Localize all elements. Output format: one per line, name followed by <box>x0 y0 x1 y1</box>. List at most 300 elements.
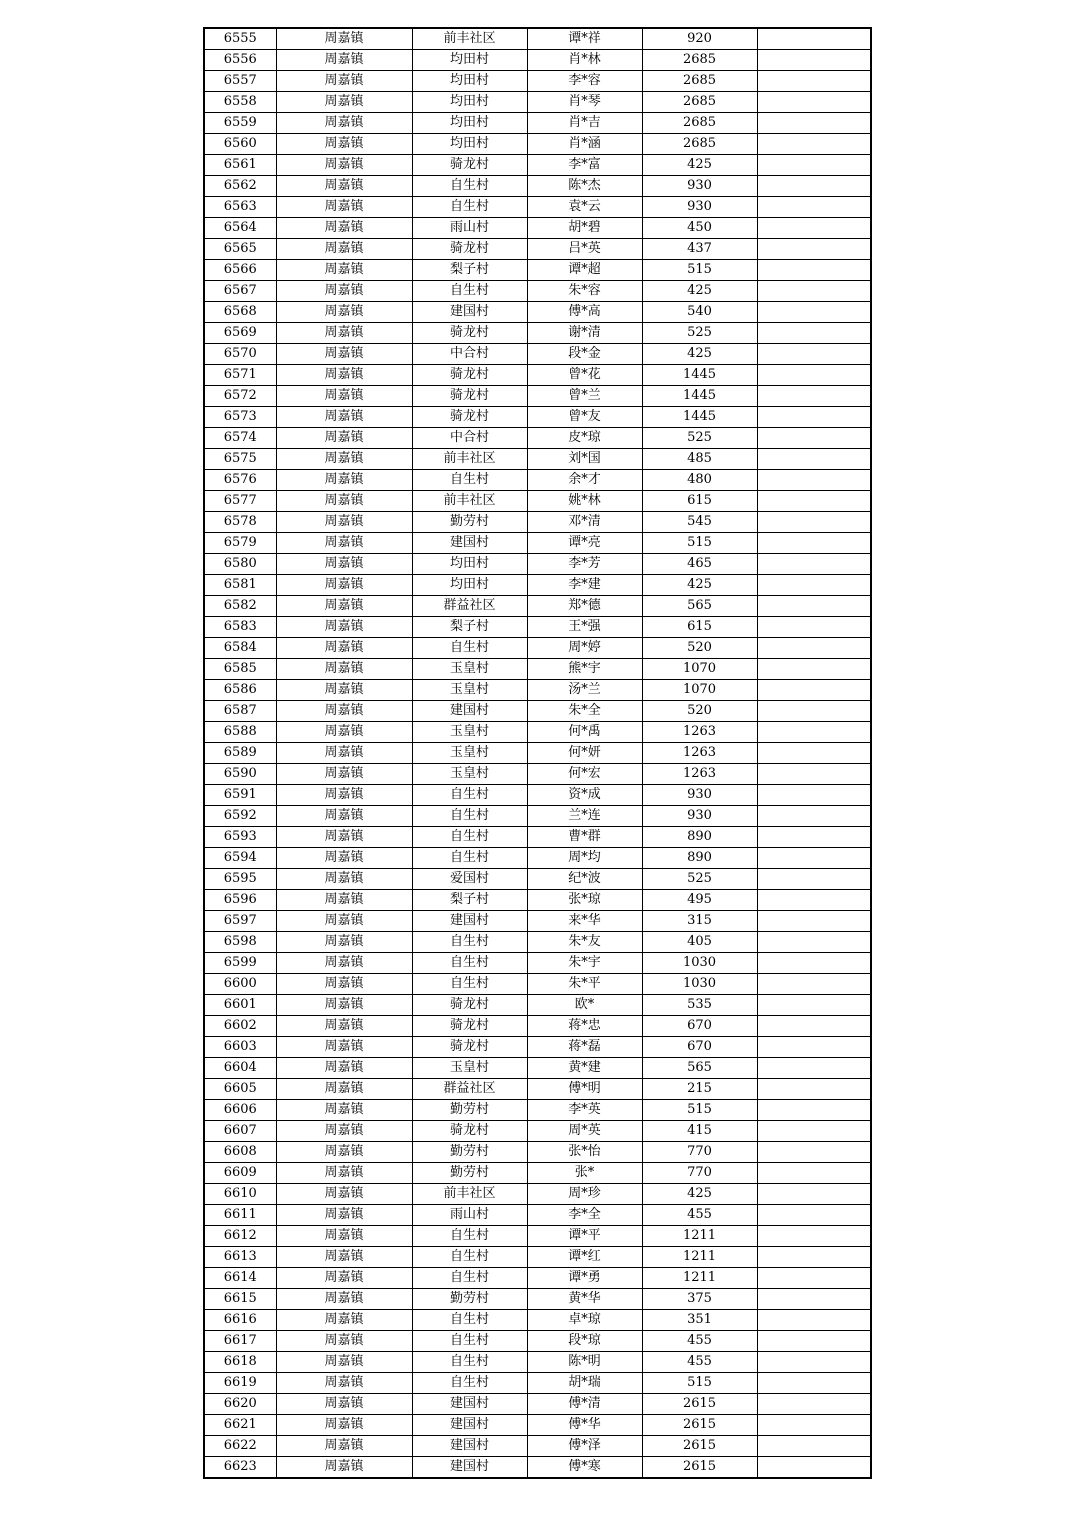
cell-name: 李*富 <box>527 155 642 176</box>
table-row <box>204 1352 871 1373</box>
cell-note <box>757 1205 871 1226</box>
table-row <box>204 470 871 491</box>
table-row <box>204 428 871 449</box>
cell-village: 梨子村 <box>412 617 527 638</box>
table-row <box>204 974 871 995</box>
cell-serial-number: 6590 <box>204 764 276 785</box>
table-row <box>204 1100 871 1121</box>
cell-note <box>757 1415 871 1436</box>
cell-village: 勤劳村 <box>412 512 527 533</box>
table-row <box>204 1289 871 1310</box>
cell-town: 周嘉镇 <box>276 743 412 764</box>
cell-village: 自生村 <box>412 932 527 953</box>
table-row <box>204 302 871 323</box>
cell-village: 建国村 <box>412 1436 527 1457</box>
cell-serial-number: 6562 <box>204 176 276 197</box>
cell-amount: 930 <box>642 197 757 218</box>
table-row <box>204 1163 871 1184</box>
table-row <box>204 1247 871 1268</box>
cell-note <box>757 50 871 71</box>
table-row <box>204 260 871 281</box>
cell-town: 周嘉镇 <box>276 554 412 575</box>
cell-town: 周嘉镇 <box>276 1163 412 1184</box>
table-row <box>204 617 871 638</box>
cell-name: 朱*宇 <box>527 953 642 974</box>
table-row <box>204 890 871 911</box>
table-row <box>204 113 871 134</box>
cell-serial-number: 6617 <box>204 1331 276 1352</box>
table-row <box>204 1184 871 1205</box>
cell-amount: 525 <box>642 323 757 344</box>
cell-village: 群益社区 <box>412 596 527 617</box>
cell-village: 均田村 <box>412 50 527 71</box>
table-row <box>204 533 871 554</box>
cell-town: 周嘉镇 <box>276 1436 412 1457</box>
cell-name: 胡*瑞 <box>527 1373 642 1394</box>
cell-village: 自生村 <box>412 470 527 491</box>
cell-serial-number: 6588 <box>204 722 276 743</box>
cell-serial-number: 6600 <box>204 974 276 995</box>
records-table-body <box>204 28 871 1478</box>
cell-serial-number: 6594 <box>204 848 276 869</box>
cell-name: 黄*华 <box>527 1289 642 1310</box>
cell-note <box>757 911 871 932</box>
cell-town: 周嘉镇 <box>276 1058 412 1079</box>
table-row <box>204 953 871 974</box>
table-row <box>204 1373 871 1394</box>
cell-amount: 520 <box>642 638 757 659</box>
table-row <box>204 1436 871 1457</box>
cell-amount: 315 <box>642 911 757 932</box>
cell-serial-number: 6603 <box>204 1037 276 1058</box>
table-row <box>204 1268 871 1289</box>
cell-town: 周嘉镇 <box>276 890 412 911</box>
cell-serial-number: 6620 <box>204 1394 276 1415</box>
cell-town: 周嘉镇 <box>276 827 412 848</box>
cell-serial-number: 6575 <box>204 449 276 470</box>
cell-amount: 515 <box>642 1373 757 1394</box>
cell-name: 傅*高 <box>527 302 642 323</box>
cell-name: 肖*涵 <box>527 134 642 155</box>
cell-town: 周嘉镇 <box>276 1310 412 1331</box>
table-row <box>204 848 871 869</box>
cell-amount: 1211 <box>642 1226 757 1247</box>
cell-serial-number: 6612 <box>204 1226 276 1247</box>
table-row <box>204 1394 871 1415</box>
cell-note <box>757 785 871 806</box>
cell-amount: 425 <box>642 1184 757 1205</box>
cell-town: 周嘉镇 <box>276 638 412 659</box>
cell-town: 周嘉镇 <box>276 974 412 995</box>
cell-amount: 2685 <box>642 92 757 113</box>
cell-name: 李*全 <box>527 1205 642 1226</box>
cell-serial-number: 6589 <box>204 743 276 764</box>
cell-note <box>757 1163 871 1184</box>
cell-town: 周嘉镇 <box>276 701 412 722</box>
cell-village: 勤劳村 <box>412 1289 527 1310</box>
cell-note <box>757 974 871 995</box>
cell-village: 自生村 <box>412 1247 527 1268</box>
cell-village: 玉皇村 <box>412 722 527 743</box>
cell-village: 均田村 <box>412 554 527 575</box>
cell-village: 中合村 <box>412 344 527 365</box>
cell-village: 自生村 <box>412 785 527 806</box>
cell-note <box>757 596 871 617</box>
cell-name: 曹*群 <box>527 827 642 848</box>
cell-town: 周嘉镇 <box>276 848 412 869</box>
table-row <box>204 785 871 806</box>
cell-village: 均田村 <box>412 575 527 596</box>
cell-town: 周嘉镇 <box>276 260 412 281</box>
table-row <box>204 827 871 848</box>
cell-note <box>757 239 871 260</box>
cell-name: 郑*德 <box>527 596 642 617</box>
cell-note <box>757 932 871 953</box>
cell-serial-number: 6581 <box>204 575 276 596</box>
cell-village: 骑龙村 <box>412 239 527 260</box>
cell-amount: 2615 <box>642 1436 757 1457</box>
cell-note <box>757 575 871 596</box>
cell-name: 周*均 <box>527 848 642 869</box>
table-row <box>204 1226 871 1247</box>
cell-village: 骑龙村 <box>412 155 527 176</box>
cell-village: 前丰社区 <box>412 28 527 50</box>
cell-amount: 405 <box>642 932 757 953</box>
cell-amount: 930 <box>642 806 757 827</box>
cell-amount: 425 <box>642 281 757 302</box>
cell-serial-number: 6579 <box>204 533 276 554</box>
cell-name: 陈*明 <box>527 1352 642 1373</box>
cell-village: 雨山村 <box>412 1205 527 1226</box>
cell-name: 朱*平 <box>527 974 642 995</box>
cell-serial-number: 6595 <box>204 869 276 890</box>
cell-name: 周*婷 <box>527 638 642 659</box>
cell-note <box>757 449 871 470</box>
cell-town: 周嘉镇 <box>276 1079 412 1100</box>
cell-amount: 1211 <box>642 1247 757 1268</box>
cell-town: 周嘉镇 <box>276 281 412 302</box>
cell-note <box>757 281 871 302</box>
cell-amount: 670 <box>642 1016 757 1037</box>
cell-town: 周嘉镇 <box>276 953 412 974</box>
cell-amount: 1445 <box>642 407 757 428</box>
cell-name: 皮*琼 <box>527 428 642 449</box>
cell-village: 自生村 <box>412 1331 527 1352</box>
cell-name: 谢*清 <box>527 323 642 344</box>
cell-serial-number: 6558 <box>204 92 276 113</box>
cell-amount: 525 <box>642 869 757 890</box>
cell-amount: 2685 <box>642 113 757 134</box>
cell-serial-number: 6557 <box>204 71 276 92</box>
cell-serial-number: 6597 <box>204 911 276 932</box>
cell-name: 曾*花 <box>527 365 642 386</box>
cell-name: 张* <box>527 1163 642 1184</box>
cell-amount: 215 <box>642 1079 757 1100</box>
cell-amount: 455 <box>642 1205 757 1226</box>
cell-town: 周嘉镇 <box>276 449 412 470</box>
cell-name: 谭*勇 <box>527 1268 642 1289</box>
cell-note <box>757 827 871 848</box>
cell-village: 中合村 <box>412 428 527 449</box>
cell-name: 李*容 <box>527 71 642 92</box>
cell-name: 谭*亮 <box>527 533 642 554</box>
cell-note <box>757 1289 871 1310</box>
cell-village: 建国村 <box>412 701 527 722</box>
table-row <box>204 995 871 1016</box>
table-row <box>204 344 871 365</box>
cell-note <box>757 1310 871 1331</box>
cell-amount: 890 <box>642 848 757 869</box>
cell-amount: 425 <box>642 155 757 176</box>
cell-amount: 515 <box>642 260 757 281</box>
cell-note <box>757 680 871 701</box>
cell-name: 吕*英 <box>527 239 642 260</box>
cell-note <box>757 1352 871 1373</box>
cell-note <box>757 1079 871 1100</box>
cell-serial-number: 6596 <box>204 890 276 911</box>
cell-town: 周嘉镇 <box>276 323 412 344</box>
cell-name: 傅*寒 <box>527 1457 642 1479</box>
cell-name: 黄*建 <box>527 1058 642 1079</box>
cell-serial-number: 6586 <box>204 680 276 701</box>
cell-serial-number: 6559 <box>204 113 276 134</box>
cell-town: 周嘉镇 <box>276 995 412 1016</box>
cell-name: 谭*超 <box>527 260 642 281</box>
cell-name: 资*成 <box>527 785 642 806</box>
cell-amount: 2615 <box>642 1415 757 1436</box>
cell-name: 傅*清 <box>527 1394 642 1415</box>
cell-serial-number: 6569 <box>204 323 276 344</box>
cell-town: 周嘉镇 <box>276 134 412 155</box>
cell-village: 自生村 <box>412 1268 527 1289</box>
cell-name: 王*强 <box>527 617 642 638</box>
cell-town: 周嘉镇 <box>276 575 412 596</box>
cell-village: 建国村 <box>412 1394 527 1415</box>
cell-serial-number: 6615 <box>204 1289 276 1310</box>
cell-town: 周嘉镇 <box>276 596 412 617</box>
cell-name: 邓*清 <box>527 512 642 533</box>
cell-serial-number: 6619 <box>204 1373 276 1394</box>
cell-village: 自生村 <box>412 197 527 218</box>
cell-village: 骑龙村 <box>412 1016 527 1037</box>
cell-note <box>757 743 871 764</box>
cell-serial-number: 6616 <box>204 1310 276 1331</box>
cell-amount: 1263 <box>642 764 757 785</box>
cell-serial-number: 6578 <box>204 512 276 533</box>
cell-village: 自生村 <box>412 953 527 974</box>
cell-village: 梨子村 <box>412 890 527 911</box>
cell-amount: 437 <box>642 239 757 260</box>
cell-serial-number: 6556 <box>204 50 276 71</box>
cell-town: 周嘉镇 <box>276 617 412 638</box>
cell-village: 骑龙村 <box>412 407 527 428</box>
cell-serial-number: 6563 <box>204 197 276 218</box>
cell-amount: 2685 <box>642 71 757 92</box>
cell-name: 李*英 <box>527 1100 642 1121</box>
cell-town: 周嘉镇 <box>276 470 412 491</box>
cell-name: 傅*华 <box>527 1415 642 1436</box>
cell-name: 周*珍 <box>527 1184 642 1205</box>
cell-town: 周嘉镇 <box>276 302 412 323</box>
table-row <box>204 491 871 512</box>
table-row <box>204 281 871 302</box>
cell-amount: 495 <box>642 890 757 911</box>
cell-town: 周嘉镇 <box>276 533 412 554</box>
cell-name: 姚*林 <box>527 491 642 512</box>
cell-village: 自生村 <box>412 1226 527 1247</box>
cell-note <box>757 28 871 50</box>
cell-serial-number: 6555 <box>204 28 276 50</box>
cell-amount: 770 <box>642 1142 757 1163</box>
cell-amount: 485 <box>642 449 757 470</box>
table-row <box>204 554 871 575</box>
cell-amount: 615 <box>642 617 757 638</box>
cell-amount: 415 <box>642 1121 757 1142</box>
table-row <box>204 71 871 92</box>
cell-amount: 920 <box>642 28 757 50</box>
cell-note <box>757 428 871 449</box>
cell-note <box>757 365 871 386</box>
cell-note <box>757 260 871 281</box>
cell-name: 傅*泽 <box>527 1436 642 1457</box>
cell-village: 自生村 <box>412 1310 527 1331</box>
cell-note <box>757 1373 871 1394</box>
table-row <box>204 407 871 428</box>
cell-village: 均田村 <box>412 134 527 155</box>
table-row <box>204 1142 871 1163</box>
cell-serial-number: 6566 <box>204 260 276 281</box>
cell-village: 玉皇村 <box>412 1058 527 1079</box>
cell-village: 自生村 <box>412 176 527 197</box>
cell-town: 周嘉镇 <box>276 92 412 113</box>
cell-village: 骑龙村 <box>412 386 527 407</box>
cell-name: 朱*容 <box>527 281 642 302</box>
cell-village: 建国村 <box>412 533 527 554</box>
table-row <box>204 722 871 743</box>
cell-village: 建国村 <box>412 1415 527 1436</box>
cell-amount: 615 <box>642 491 757 512</box>
cell-town: 周嘉镇 <box>276 1268 412 1289</box>
cell-village: 梨子村 <box>412 260 527 281</box>
cell-name: 朱*友 <box>527 932 642 953</box>
cell-serial-number: 6611 <box>204 1205 276 1226</box>
cell-village: 雨山村 <box>412 218 527 239</box>
cell-amount: 375 <box>642 1289 757 1310</box>
cell-name: 何*妍 <box>527 743 642 764</box>
table-row <box>204 512 871 533</box>
cell-name: 周*英 <box>527 1121 642 1142</box>
cell-village: 均田村 <box>412 71 527 92</box>
table-row <box>204 386 871 407</box>
cell-note <box>757 1331 871 1352</box>
cell-note <box>757 1436 871 1457</box>
cell-village: 骑龙村 <box>412 1037 527 1058</box>
cell-amount: 1263 <box>642 743 757 764</box>
cell-serial-number: 6570 <box>204 344 276 365</box>
cell-note <box>757 764 871 785</box>
cell-name: 朱*全 <box>527 701 642 722</box>
cell-note <box>757 386 871 407</box>
cell-note <box>757 701 871 722</box>
cell-amount: 525 <box>642 428 757 449</box>
cell-serial-number: 6574 <box>204 428 276 449</box>
cell-name: 谭*红 <box>527 1247 642 1268</box>
cell-serial-number: 6573 <box>204 407 276 428</box>
cell-village: 建国村 <box>412 1457 527 1479</box>
table-row <box>204 638 871 659</box>
table-row <box>204 1310 871 1331</box>
cell-amount: 930 <box>642 176 757 197</box>
cell-amount: 1445 <box>642 386 757 407</box>
table-row <box>204 869 871 890</box>
table-row <box>204 134 871 155</box>
cell-note <box>757 1016 871 1037</box>
cell-village: 自生村 <box>412 638 527 659</box>
cell-town: 周嘉镇 <box>276 1037 412 1058</box>
cell-serial-number: 6614 <box>204 1268 276 1289</box>
table-row <box>204 92 871 113</box>
cell-note <box>757 491 871 512</box>
cell-village: 勤劳村 <box>412 1142 527 1163</box>
cell-amount: 930 <box>642 785 757 806</box>
cell-note <box>757 197 871 218</box>
cell-note <box>757 1142 871 1163</box>
cell-amount: 1070 <box>642 680 757 701</box>
cell-town: 周嘉镇 <box>276 1121 412 1142</box>
cell-amount: 480 <box>642 470 757 491</box>
cell-amount: 2685 <box>642 134 757 155</box>
cell-name: 李*建 <box>527 575 642 596</box>
cell-village: 建国村 <box>412 911 527 932</box>
cell-village: 玉皇村 <box>412 743 527 764</box>
cell-serial-number: 6571 <box>204 365 276 386</box>
cell-town: 周嘉镇 <box>276 71 412 92</box>
cell-town: 周嘉镇 <box>276 239 412 260</box>
table-row <box>204 1037 871 1058</box>
cell-town: 周嘉镇 <box>276 764 412 785</box>
cell-name: 曾*兰 <box>527 386 642 407</box>
cell-serial-number: 6623 <box>204 1457 276 1479</box>
cell-note <box>757 995 871 1016</box>
table-row <box>204 218 871 239</box>
cell-serial-number: 6618 <box>204 1352 276 1373</box>
cell-amount: 670 <box>642 1037 757 1058</box>
cell-amount: 520 <box>642 701 757 722</box>
cell-serial-number: 6602 <box>204 1016 276 1037</box>
cell-village: 建国村 <box>412 302 527 323</box>
cell-name: 肖*林 <box>527 50 642 71</box>
cell-village: 骑龙村 <box>412 1121 527 1142</box>
cell-name: 来*华 <box>527 911 642 932</box>
cell-name: 段*琼 <box>527 1331 642 1352</box>
table-row <box>204 155 871 176</box>
cell-note <box>757 1247 871 1268</box>
cell-town: 周嘉镇 <box>276 50 412 71</box>
cell-town: 周嘉镇 <box>276 785 412 806</box>
cell-town: 周嘉镇 <box>276 491 412 512</box>
table-row <box>204 1415 871 1436</box>
cell-town: 周嘉镇 <box>276 1205 412 1226</box>
cell-serial-number: 6622 <box>204 1436 276 1457</box>
cell-amount: 545 <box>642 512 757 533</box>
cell-serial-number: 6609 <box>204 1163 276 1184</box>
cell-serial-number: 6599 <box>204 953 276 974</box>
table-row <box>204 323 871 344</box>
cell-amount: 425 <box>642 575 757 596</box>
cell-town: 周嘉镇 <box>276 512 412 533</box>
cell-note <box>757 1226 871 1247</box>
cell-serial-number: 6621 <box>204 1415 276 1436</box>
